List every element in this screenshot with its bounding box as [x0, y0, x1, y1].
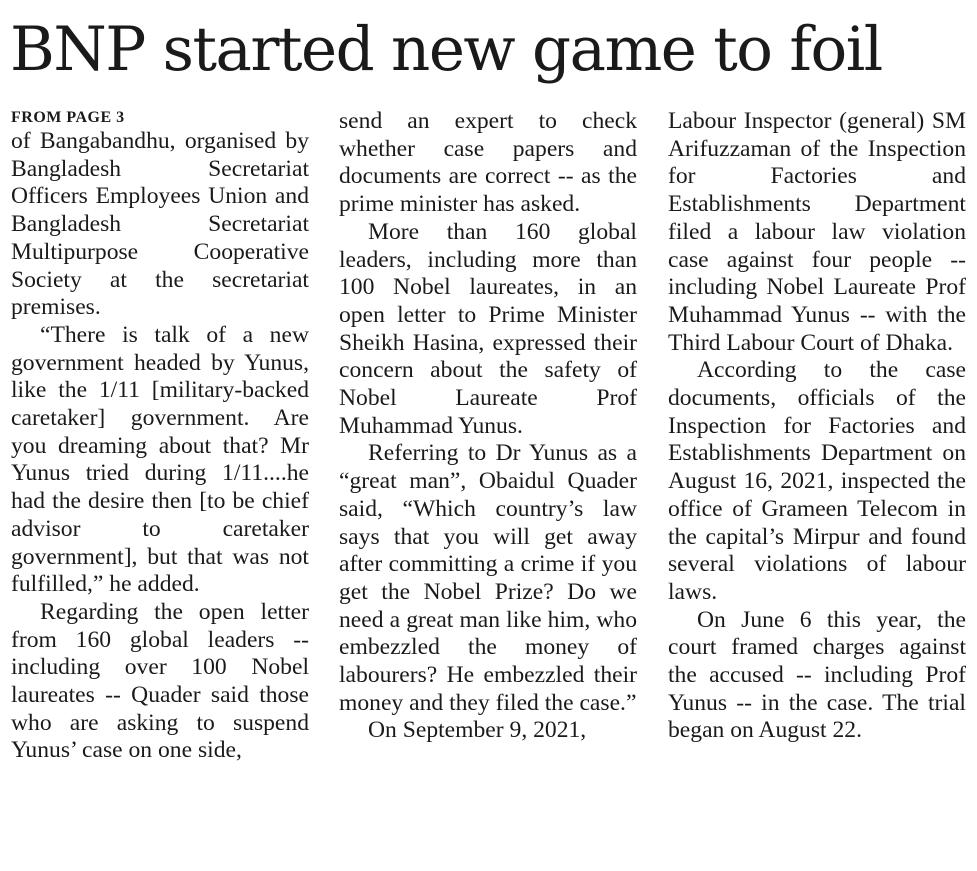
- article-column-3: [668, 108, 966, 745]
- paragraph: Referring to Dr Yunus as a “great man”, Obaidul Quader said, “Which country’s law says that you will get away after committing a crime if you get the Nobel Prize? Do we need a great man like him, who embezzled the money of labourers? He embezzled their money and they filed the case.”: [339, 440, 637, 716]
- paragraph: On September 9, 2021,: [368, 717, 587, 744]
- continuation-kicker: FROM PAGE 3: [11, 109, 125, 126]
- paragraph: More than 160 global leaders, including more than 100 Nobel laureates, in an open letter to Prime Minister Sheikh Hasina, expressed their concern about the safety of Nobel Laureate Prof Muhammad Yunus.: [339, 218, 637, 439]
- paragraph: According to the case documents, officials of the Inspection for Factories and Establishments Department on August 16, 2021, inspected the office of Grameen Telecom in the capital’s Mirpur and found several violations of labour laws.: [668, 357, 966, 605]
- paragraph: of Bangabandhu, organised by Bangladesh Secretariat Officers Employees Union and Bangladesh Secretariat Multipurpose Cooperative Society at the secretariat premises.: [11, 128, 309, 321]
- article-column-2: [339, 108, 637, 745]
- paragraph: “There is talk of a new government headed by Yunus, like the 1/11 [military-backed caretaker] government. Are you dreaming about that? Mr Yunus tried during 1/11....he had the desire then [to be chief advisor to caretaker government], but that was not fulfilled,” he added.: [11, 321, 309, 598]
- paragraph: send an expert to check whether case papers and documents are correct -- as the prime minister has asked.: [339, 108, 637, 218]
- paragraph: On June 6 this year, the court framed charges against the accused -- including Prof Yunus -- in the case. The trial began on August 22.: [668, 606, 966, 744]
- headline: BNP started new game to foil: [10, 14, 882, 85]
- paragraph: Labour Inspector (general) SM Arifuzzaman of the Inspection for Factories and Establishments Department filed a labour law violation case against four people -- including Nobel Laureate Prof Muhammad Yunus -- with the Third Labour Court of Dhaka.: [668, 108, 966, 356]
- paragraph: Regarding the open letter from 160 global leaders -- including over 100 Nobel laureates -- Quader said those who are asking to suspend Yunus’ case on one side,: [11, 598, 309, 764]
- article-column-1: [11, 108, 309, 765]
